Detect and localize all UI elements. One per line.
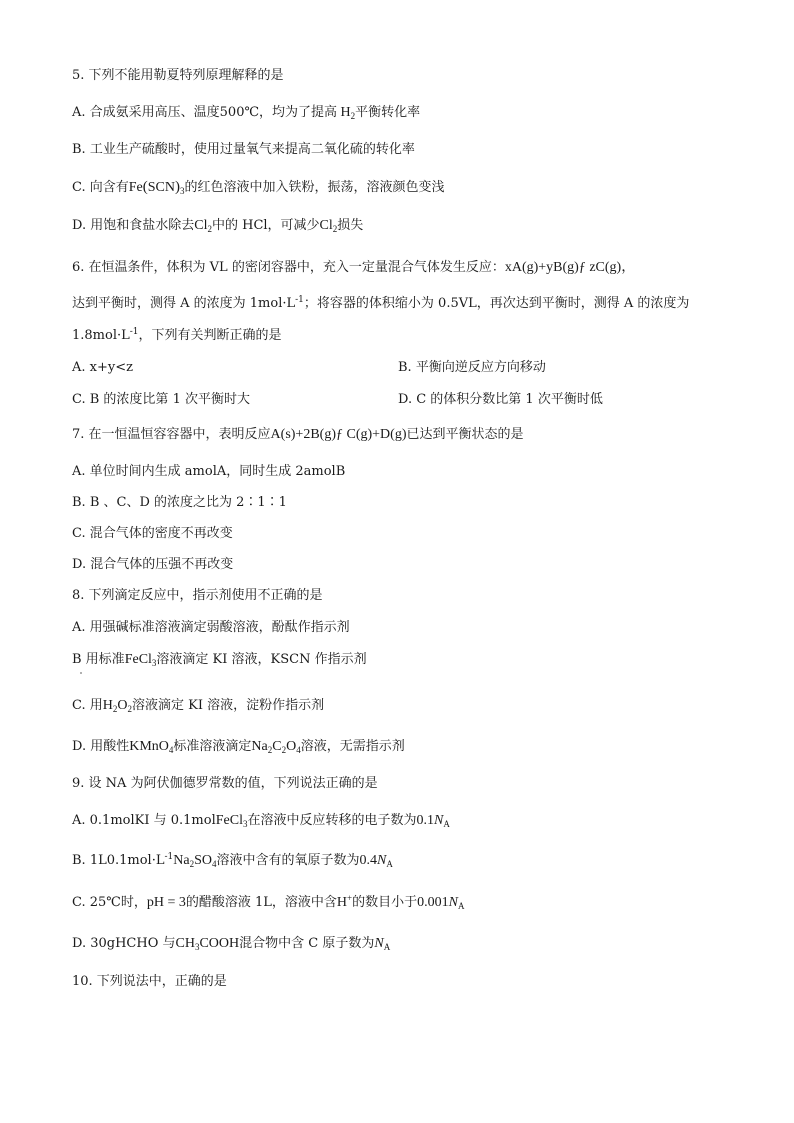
q7-option-d: D. 混合气体的压强不再改变 bbox=[72, 557, 234, 572]
q8-option-c: C. 用$H_2O_2$溶液滴定 KI 溶液，淀粉作指示剂 bbox=[72, 698, 325, 714]
q8-option-d: D. 用酸性KMnO$_4$标准溶液滴定$Na_2C_2O_4$溶液，无需指示剂 bbox=[72, 739, 405, 755]
q7-option-b: B. B 、C、D 的浓度之比为 2∶1∶1 bbox=[72, 495, 287, 510]
q9-option-b: B. $1L0.1mol\cdot L^{-1}Na_2SO_4$溶液中含有的氧原子数为$0.4N_A$ bbox=[72, 852, 393, 869]
q6-option-c: C. B 的浓度比第 1 次平衡时大 bbox=[72, 392, 250, 407]
q5-option-a: A. 合成氨采用高压、温度500℃，均为了提高 $H_2$平衡转化率 bbox=[72, 105, 421, 121]
q9-option-d: D. 30gHCHO 与$CH_3COOH$混合物中含 C 原子数为$N_A$ bbox=[72, 936, 391, 952]
q6-stem-line1: 6. 在恒温条件，体积为 VL 的密闭容器中，充入一定量混合气体发生反应：xA(g)+yB(g)ƒ zC(g)， bbox=[72, 260, 636, 275]
q9-option-c: C. 25℃时，pH = 3的醋酸溶液 1L，溶液中含H+的数目小于$0.001N_A$ bbox=[72, 893, 465, 911]
q8-stem: 8. 下列滴定反应中，指示剂使用不正确的是 bbox=[72, 588, 323, 603]
q9-stem: 9. 设 NA 为阿伏伽德罗常数的值，下列说法正确的是 bbox=[72, 776, 378, 791]
q6-option-b: B. 平衡向逆反应方向移动 bbox=[398, 360, 546, 375]
q6-stem-line2: 达到平衡时，测得 A 的浓度为 $1mol\cdot L^{-1}$；将容器的体积缩小为 0.5VL，再次达到平衡时，测得 A 的浓度为 bbox=[72, 295, 690, 311]
q10-stem: 10. 下列说法中，正确的是 bbox=[72, 974, 227, 989]
q7-option-a: A. 单位时间内生成 amolA，同时生成 2amolB bbox=[72, 464, 346, 479]
q5-stem: 5. 下列不能用勒夏特列原理解释的是 bbox=[72, 68, 284, 83]
stray-dot bbox=[80, 672, 82, 674]
q7-option-c: C. 混合气体的密度不再改变 bbox=[72, 526, 233, 541]
q5-option-b: B. 工业生产硫酸时，使用过量氧气来提高二氧化硫的转化率 bbox=[72, 142, 415, 157]
q9-option-a: A. 0.1molKI 与 0.1molFeCl$_3$在溶液中反应转移的电子数为$0.1N_A$ bbox=[72, 813, 450, 829]
q6-option-a: A. x+y<z bbox=[72, 360, 133, 375]
q6-option-d: D. C 的体积分数比第 1 次平衡时低 bbox=[398, 392, 603, 407]
q8-option-a: A. 用强碱标准溶液滴定弱酸溶液，酚酞作指示剂 bbox=[72, 620, 350, 635]
q6-stem-line3: $1.8mol\cdot L^{-1}$，下列有关判断正确的是 bbox=[72, 327, 282, 343]
q5-option-c: C. 向含有$Fe(SCN)_3$的红色溶液中加入铁粉，振荡，溶液颜色变浅 bbox=[72, 179, 445, 196]
q8-option-b: B 用标准FeCl$_3$溶液滴定 KI 溶液，KSCN 作指示剂 bbox=[72, 652, 367, 668]
q7-stem: 7. 在一恒温恒容容器中，表明反应A(s)+2B(g)ƒ C(g)+D(g)已达到平衡状态的是 bbox=[72, 427, 524, 442]
q5-option-d: D. 用饱和食盐水除去$Cl_2$中的 HCl，可减少$Cl_2$损失 bbox=[72, 218, 364, 234]
